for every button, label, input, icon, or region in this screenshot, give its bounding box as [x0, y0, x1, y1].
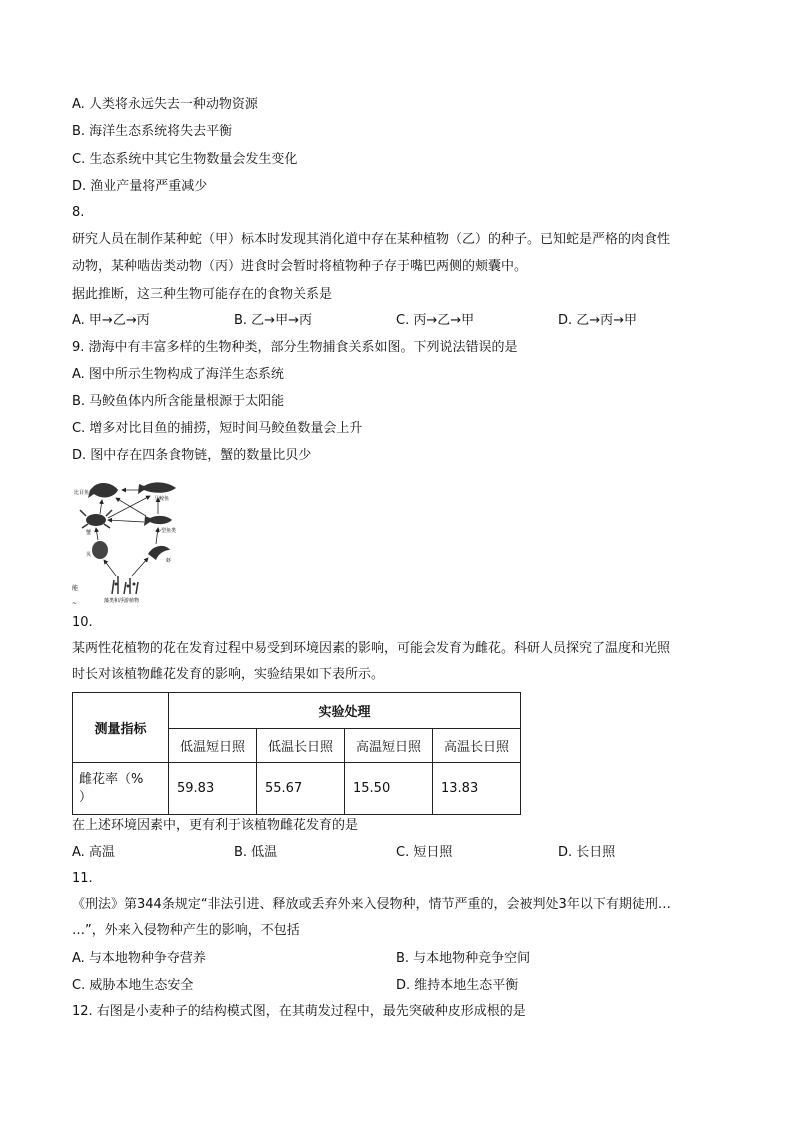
table-col-header: 高温短日照 — [345, 729, 433, 763]
q8-option-b: B. 乙→甲→丙 — [234, 313, 312, 328]
label-shellfish: 贝 — [86, 552, 92, 558]
q8-number: 8. — [72, 205, 85, 220]
table-col-header: 高温长日照 — [433, 729, 521, 763]
arrow-smallfish-to-crab — [108, 520, 144, 522]
q7-option-a: A. 人类将永远失去一种动物资源 — [72, 97, 258, 112]
table-cell: 59.83 — [169, 763, 257, 815]
experiment-table — [72, 692, 521, 815]
small-fish-icon — [144, 516, 172, 526]
q8-option-d: D. 乙→丙→甲 — [558, 313, 638, 328]
table-header-treatment: 实验处理 — [169, 693, 521, 729]
q9-stem: 9. 渤海中有丰富多样的生物种类，部分生物捕食关系如图。下列说法错误的是 — [72, 340, 518, 355]
arrow-plants-to-shrimp — [132, 558, 148, 576]
label-mackerel: 马鲛鱼 — [154, 496, 170, 502]
q11-option-d: D. 维持本地生态平衡 — [396, 978, 519, 993]
q8-stem-line2: 动物，某种啮齿类动物（丙）进食时会暂时将植物种子存于嘴巴两侧的颊囊中。 — [72, 259, 528, 274]
q7-option-c: C. 生态系统中其它生物数量会发生变化 — [72, 152, 298, 167]
arrow-shellfish-to-crab — [96, 528, 98, 540]
q11-number: 11. — [72, 871, 93, 886]
q9-option-d: D. 图中存在四条食物链，蟹的数量比贝少 — [72, 448, 312, 463]
shellfish-icon — [92, 541, 108, 559]
q11-stem-line1: 《刑法》第344条规定“非法引进、释放或丢弃外来入侵物种，情节严重的，会被判处3年以下有期徒刑… — [72, 897, 671, 912]
q9-option-a: A. 图中所示生物构成了海洋生态系统 — [72, 367, 284, 382]
q10-option-d: D. 长日照 — [558, 845, 616, 860]
q8-option-c: C. 丙→乙→甲 — [396, 313, 475, 328]
table-header-metric: 测量指标 — [73, 693, 169, 763]
q7-option-b: B. 海洋生态系统将失去平衡 — [72, 124, 233, 139]
plankton-plants-icon — [112, 576, 138, 594]
edge-mark-1: 能 — [72, 585, 79, 592]
q10-options — [72, 844, 732, 862]
edge-mark-2: ~ — [72, 600, 78, 606]
label-shrimp: 虾 — [166, 558, 172, 564]
arrow-crab-to-flatfish — [100, 500, 102, 514]
mackerel-icon — [138, 482, 176, 494]
q8-stem-line3: 据此推断，这三种生物可能存在的食物关系是 — [72, 287, 333, 302]
q10-option-a: A. 高温 — [72, 845, 115, 860]
row-label-line2: ） — [79, 789, 93, 805]
q10-stem-line1: 某两性花植物的花在发育过程中易受到环境因素的影响，可能会发育为雌花。科研人员探究了温度和光照 — [72, 641, 671, 656]
table-cell: 55.67 — [257, 763, 345, 815]
food-web-figure — [72, 476, 192, 606]
q10-stem-line2: 时长对该植物雌花发育的影响，实验结果如下表所示。 — [72, 667, 385, 682]
q11-option-c: C. 威胁本地生态安全 — [72, 978, 194, 993]
flatfish-icon — [88, 483, 118, 498]
q8-options — [72, 312, 732, 330]
label-small-fish: 小型鱼类 — [156, 528, 177, 534]
crab-icon — [80, 510, 112, 528]
table-col-header: 低温短日照 — [169, 729, 257, 763]
table-cell: 13.83 — [433, 763, 521, 815]
q11-option-b: B. 与本地物种竞争空间 — [396, 951, 531, 966]
q12-stem: 12. 右图是小麦种子的结构模式图，在其萌发过程中，最先突破种皮形成根的是 — [72, 1004, 526, 1019]
arrow-plants-to-shellfish — [104, 560, 116, 576]
q11-option-a: A. 与本地物种争夺营养 — [72, 951, 206, 966]
table-col-header: 低温长日照 — [257, 729, 345, 763]
label-plants: 藻类和浮游植物 — [104, 598, 140, 604]
q9-option-c: C. 增多对比目鱼的捕捞，短时间马鲛鱼数量会上升 — [72, 421, 363, 436]
q8-option-a: A. 甲→乙→丙 — [72, 313, 150, 328]
table-row-label — [73, 763, 169, 815]
q10-question: 在上述环境因素中，更有利于该植物雌花发育的是 — [72, 818, 359, 833]
q11-options-row1 — [72, 950, 732, 968]
row-label-line1: 雌花率（% — [79, 771, 144, 787]
q10-option-b: B. 低温 — [234, 845, 278, 860]
q10-number: 10. — [72, 615, 93, 630]
q11-options-row2 — [72, 977, 732, 995]
q7-option-d: D. 渔业产量将严重减少 — [72, 179, 208, 194]
q11-stem-line2: …”，外来入侵物种产生的影响，不包括 — [72, 923, 300, 938]
q8-stem-line1: 研究人员在制作某种蛇（甲）标本时发现其消化道中存在某种植物（乙）的种子。已知蛇是严格的肉食性 — [72, 232, 671, 247]
q9-option-b: B. 马鲛鱼体内所含能量根源于太阳能 — [72, 394, 285, 409]
label-crab: 蟹 — [86, 530, 92, 536]
table-row — [73, 763, 521, 815]
q10-option-c: C. 短日照 — [396, 845, 453, 860]
table-cell: 15.50 — [345, 763, 433, 815]
label-flatfish: 比目鱼 — [74, 490, 90, 496]
